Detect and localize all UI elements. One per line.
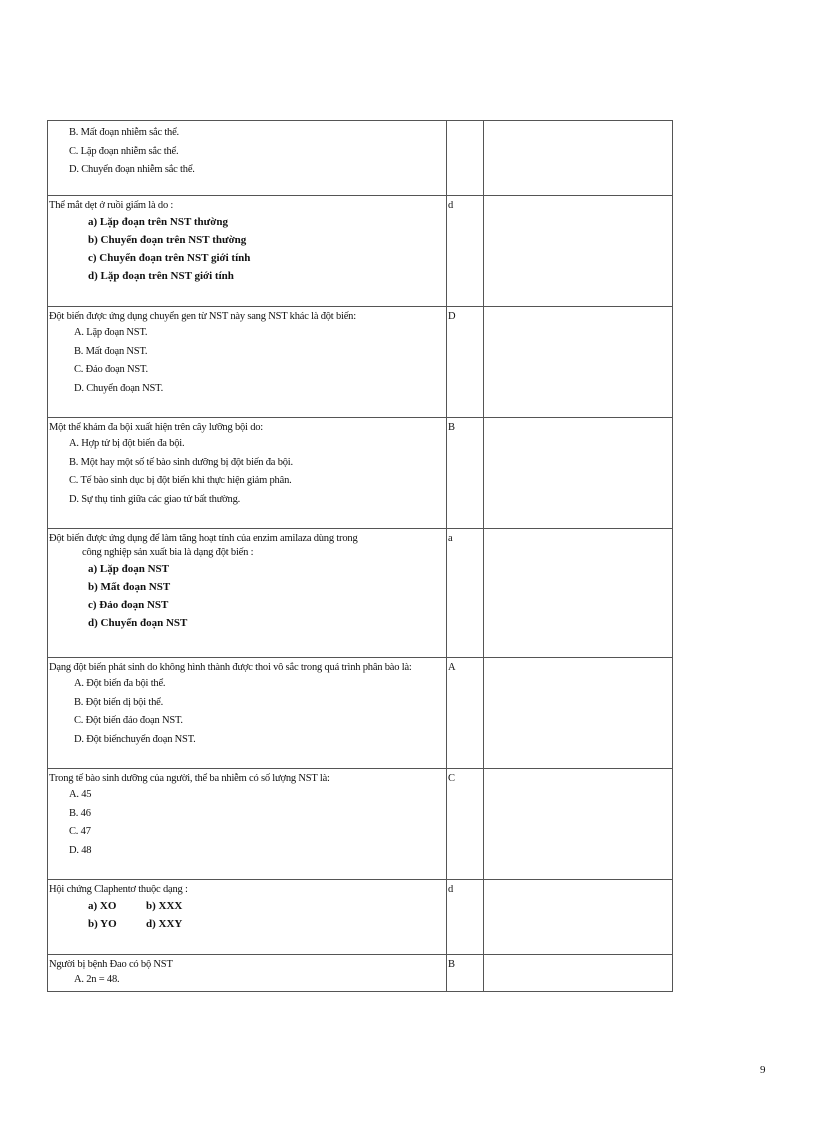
option: a) Lặp đoạn NST — [88, 563, 170, 575]
option: b) Chuyển đoạn trên NST thường — [88, 234, 247, 246]
question-stem: Thể mắt dẹt ở ruồi giấm là do : — [49, 200, 174, 211]
answer-text: B — [448, 422, 456, 433]
table-row — [48, 529, 673, 658]
note-cell — [484, 529, 673, 658]
option: b) Mất đoạn NST — [88, 581, 171, 593]
answer-text: A — [448, 662, 456, 673]
answer-cell — [447, 658, 484, 769]
note-cell — [484, 880, 673, 955]
table-row — [48, 769, 673, 880]
option: c) Đảo đoạn NST — [88, 599, 169, 611]
option: D. 48 — [69, 844, 92, 856]
answer-cell — [447, 529, 484, 658]
quiz-table — [47, 120, 673, 992]
question-stem: Hội chứng Claphentơ thuộc dạng : — [49, 884, 188, 895]
question-cell — [48, 529, 447, 658]
option: C. Lặp đoạn nhiễm sắc thể. — [69, 145, 179, 157]
question-stem: Đột biến được ứng dụng để làm tăng hoạt tính của enzim amilaza dùng trong — [49, 533, 358, 544]
answer-cell — [447, 121, 484, 196]
question-cell — [48, 418, 447, 529]
answer-cell — [447, 418, 484, 529]
option: d) Chuyển đoạn NST — [88, 617, 188, 629]
table-row — [48, 418, 673, 529]
option: a) Lặp đoạn trên NST thường — [88, 216, 228, 228]
option: D. Chuyển đoạn nhiễm sắc thể. — [69, 164, 195, 175]
option: B. 46 — [69, 807, 91, 819]
option: A. 2n = 48. — [74, 974, 120, 985]
question-cell — [48, 196, 447, 307]
table-row — [48, 196, 673, 307]
note-cell — [484, 769, 673, 880]
answer-text: d — [448, 884, 454, 895]
question-cell — [48, 307, 447, 418]
question-cell — [48, 658, 447, 769]
option: B. Mất đoạn NST. — [74, 345, 148, 357]
note-cell — [484, 307, 673, 418]
option: A. Hợp tử bị đột biến đa bội. — [69, 438, 185, 449]
option: C. 47 — [69, 826, 91, 837]
question-stem-continued: công nghiệp sản xuất bia là dạng đột biến : — [82, 547, 254, 558]
option: C. Đảo đoạn NST. — [74, 364, 148, 375]
answer-cell — [447, 769, 484, 880]
option: D. Chuyển đoạn NST. — [74, 382, 164, 394]
answer-text: C — [448, 773, 456, 784]
option: D. Sự thụ tinh giữa các giao tử bất thường. — [69, 493, 241, 505]
answer-text: a — [448, 533, 453, 544]
table-row — [48, 121, 673, 196]
option: A. Đột biến đa bội thể. — [74, 678, 166, 689]
table-row — [48, 307, 673, 418]
option: C. Tế bào sinh dục bị đột biến khi thực hiện giảm phân. — [69, 475, 292, 486]
option-row — [48, 915, 446, 933]
option: D. Đột biếnchuyển đoạn NST. — [74, 733, 196, 745]
question-cell — [48, 121, 447, 196]
answer-text: d — [448, 200, 454, 211]
answer-text: D — [448, 311, 456, 322]
question-stem: Trong tế bào sinh dưỡng của người, thể ba nhiễm có số lượng NST là: — [49, 773, 330, 784]
option: c) Chuyển đoạn trên NST giới tính — [88, 252, 251, 264]
option: d) Lặp đoạn trên NST giới tính — [88, 270, 234, 282]
option: A. Lặp đoạn NST. — [74, 327, 148, 338]
table-row — [48, 658, 673, 769]
option: B. Một hay một số tế bào sinh dưỡng bị đột biến đa bội. — [69, 456, 293, 468]
option: b) XXX — [146, 900, 183, 912]
answer-text: B — [448, 959, 456, 970]
note-cell — [484, 658, 673, 769]
question-cell — [48, 880, 447, 955]
option: b) YO — [88, 918, 117, 930]
answer-cell — [447, 955, 484, 992]
note-cell — [484, 121, 673, 196]
question-cell — [48, 769, 447, 880]
option: B. Đột biến dị bội thể. — [74, 696, 164, 708]
option: a) XO — [88, 900, 117, 912]
answer-cell — [447, 196, 484, 307]
option: B. Mất đoạn nhiễm sắc thể. — [69, 127, 179, 138]
page-number: 9 — [760, 1064, 766, 1076]
option: A. 45 — [69, 789, 92, 800]
table-row — [48, 955, 673, 992]
question-stem: Một thể khảm đa bội xuất hiện trên cây lưỡng bội do: — [49, 422, 264, 433]
question-stem: Đột biến được ứng dụng chuyển gen từ NST này sang NST khác là đột biến: — [49, 311, 356, 322]
option: C. Đột biến đảo đoạn NST. — [74, 715, 183, 726]
option-row — [48, 897, 446, 915]
answer-cell — [447, 307, 484, 418]
note-cell — [484, 418, 673, 529]
note-cell — [484, 196, 673, 307]
question-cell — [48, 955, 447, 992]
answer-text — [447, 121, 483, 124]
question-stem: Người bị bệnh Đao có bộ NST — [49, 959, 173, 970]
note-cell — [484, 955, 673, 992]
answer-cell — [447, 880, 484, 955]
option: d) XXY — [146, 918, 183, 930]
question-stem: Dạng đột biến phát sinh do không hình thành được thoi vô sắc trong quá trình phân bào là: — [49, 662, 412, 673]
table-row — [48, 880, 673, 955]
